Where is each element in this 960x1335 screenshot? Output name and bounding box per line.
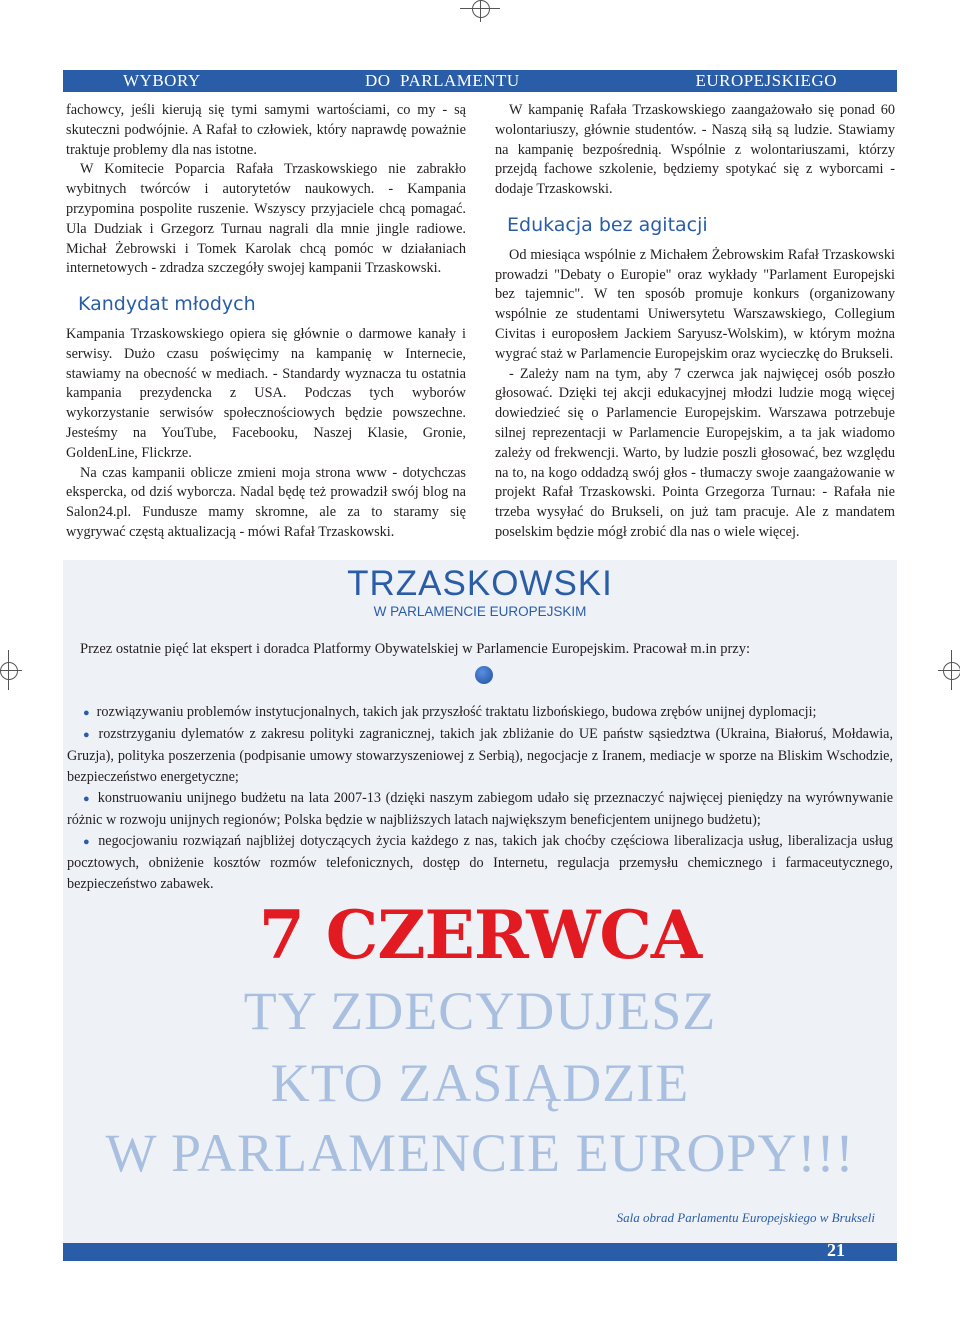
list-item: ● konstruowaniu unijnego budżetu na lata 2007-13 (dzięki naszym zabiegom udało się przeznaczyć najwięcej pieniędzy na wyrównywanie różnic w rozwoju unijnych regionów; Polska będzie w najbliższych latach największym beneficjentem unijnego budżetu);: [67, 790, 893, 828]
section-heading: Kandydat młodych: [78, 293, 256, 316]
section-heading: Edukacja bez agitacji: [507, 213, 708, 236]
section-header-bar: [63, 70, 897, 92]
slogan-line: W PARLAMENCIE EUROPY!!!: [105, 1123, 855, 1183]
slogan-line: KTO ZASIĄDZIE: [270, 1053, 690, 1113]
list-item: ● rozstrzyganiu dylematów z zakresu polityki zagranicznej, takich jak zbliżanie do UE państw sąsiedztwa (Ukraina, Białoruś, Mołdawia, Gruzja), polityka poszerzenia (podpisanie umowy stowarzyszeniowej z Serbią), negocjacje z Iranem, mediacje w sporze na Bliskim Wschodzie, bezpieczeństwo energetyczne;: [67, 726, 893, 785]
right-article-column: [495, 101, 895, 543]
bullet-icon: ●: [83, 707, 90, 719]
paragraph: W kampanię Rafała Trzaskowskiego zaangażowało się ponad 60 wolontariuszy, głównie studentów. - Naszą siłą są ludzie. Stawiamy na kampanię bezpośrednią. Wspólnie z wolontariuszami, którzy przejdą fachowe szkolenie, będziemy spotykać się z wyborcami - dodaje Trzaskowski.: [495, 102, 895, 198]
crop-mark-top: [460, 0, 500, 22]
list-item: ● negocjowaniu rozwiązań najbliżej dotyczących życia każdego z nas, takich jak choćby częściowa liberalizacja usług, liberalizacja usług pocztowych, obniżenie kosztów rozmów telefonicznych, dostęp do Internetu, regulacja przemysłu chemicznego i farmaceutycznego, bezpieczeństwo zabawek.: [67, 833, 893, 892]
left-article-column: [66, 101, 466, 543]
slogan-line: TY ZDECYDUJESZ: [243, 981, 717, 1041]
candidate-info-box: [63, 560, 897, 1244]
bullet-icon: ●: [83, 793, 91, 805]
paragraph: Na czas kampanii oblicze zmieni moja strona www - dotychczas ekspercka, od dziś wyborcza. Nadal będę też prowadził swój blog na Salon24.pl. Fundusze mamy skromne, ale za to staramy się wygrywać częstą aktualizacją - mówi Rafał Trzaskowski.: [66, 464, 466, 540]
header-center-label: DO PARLAMENTU: [365, 71, 520, 90]
paragraph: W Komitecie Poparcia Rafała Trzaskowskiego nie zabrakło wybitnych twórców i autorytetów naukowych. - Kampania przypomina pospolite ruszenie. Wszyscy przyjaciele chcą pomagać. Ula Dudziak i Grzegorz Turnau nagrali dla mnie jingle radiowe. Michał Żebrowski i Tomek Karolak chcą pomóc w działaniach internetowych - zdradza szczegóły swojej kampanii Trzaskowski.: [66, 161, 466, 277]
blue-dot-icon: [475, 666, 493, 684]
header-right-label: EUROPEJSKIEGO: [695, 71, 837, 90]
footer-bar: [63, 1240, 897, 1261]
bullet-icon: ●: [83, 729, 92, 741]
paragraph: Kampania Trzaskowskiego opiera się głównie o darmowe kanały i serwisy. Dużo czasu poświęcimy na kampanię w Internecie, stawiamy na obecność w mediach. - Standardy wyznacza tu ostatnia kampania prezydencka z USA. Podczas tych wyborów wykorzystanie serwisów społecznościowych będzie powszechne. Jesteśmy na YouTube, Facebooku, Naszej Klasie, Gronie, GoldenLine, Flickrze.: [66, 325, 466, 461]
slogan-date: 7 CZERWCA: [258, 896, 702, 974]
page-number: 21: [827, 1240, 845, 1260]
paragraph: Od miesiąca wspólnie z Michałem Żebrowskim Rafał Trzaskowski prowadzi "Debaty o Europie" oraz wykłady "Parlament Europejski bez tajemnic". W ten sposób promuje konkurs (organizowany wspólnie ze studentami Uniwersytetu Warszawskiego, Collegium Civitas i europosłem Jackiem Saryusz-Wolskim), w którym można wygrać staż w Parlamencie Europejskim oraz wycieczkę do Brukseli.: [495, 246, 895, 362]
paragraph: - Zależy nam na tym, aby 7 czerwca jak najwięcej osób poszło głosować. Dzięki tej akcji edukacyjnej młodzi ludzie mogą więcej dowiedzieć się o Parlamencie Europejskim. Warszawa potrzebuje silnej reprezentacji w Parlamencie Europejskim, a ta jak wiadomo zależy od frekwencji. Warto, by ludzie poszli głosować, bez względu na to, na kogo oddadzą swój głos - tłumaczy swoje zaangażowanie w projekt Rafał Trzaskowski. Pointa Grzegorza Turnau: - Rafała nie trzeba wysyłać do Brukseli, on już tam pracuje. Ale z mandatem poselskim będzie mógł zrobić dla nas o wiele więcej.: [495, 365, 895, 540]
crop-mark-left: [0, 650, 22, 690]
list-item: ● rozwiązywaniu problemów instytucjonalnych, takich jak przyszłość traktatu lizbońskiego, budowa zrębów unijnej dyplomacji;: [83, 704, 817, 720]
box-title: TRZASKOWSKI: [347, 564, 613, 603]
box-intro: Przez ostatnie pięć lat ekspert i doradca Platformy Obywatelskiej w Parlamencie Europejskim. Pracował m.in przy:: [80, 641, 751, 657]
box-subtitle: W PARLAMENCIE EUROPEJSKIM: [373, 604, 587, 619]
achievements-list: [67, 702, 893, 895]
photo-caption: Sala obrad Parlamentu Europejskiego w Brukseli: [616, 1210, 875, 1225]
paragraph: fachowcy, jeśli kierują się tymi samymi wartościami, co my - są skuteczni podwójnie. A Rafał to człowiek, który naprawdę poważnie traktuje problemy dla nas istotne.: [66, 102, 466, 158]
header-left-label: WYBORY: [123, 71, 201, 90]
crop-mark-right: [938, 650, 960, 690]
bullet-icon: ●: [83, 836, 92, 848]
